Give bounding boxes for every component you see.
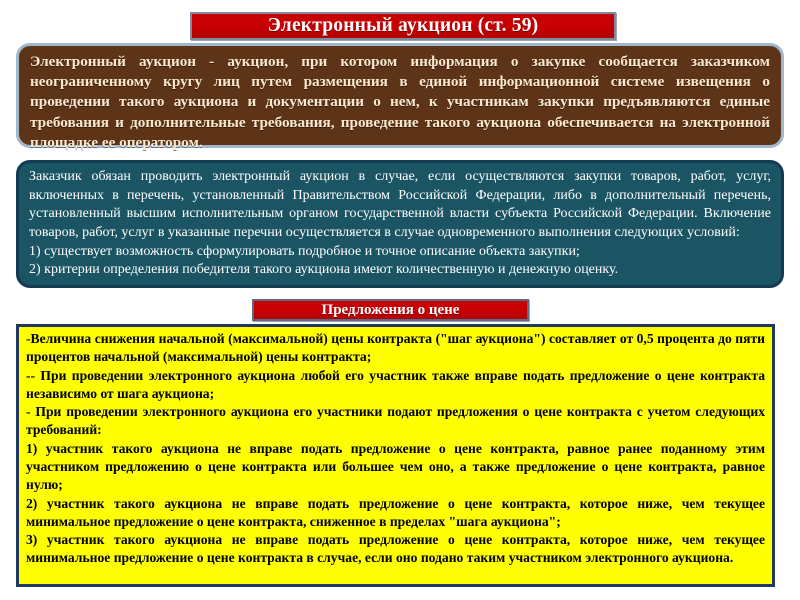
price-rule-6: 3) участник такого аукциона не вправе подать предложение о цене контракта, которое ниже, чем текущее минимальное предложение о цене контракта в случае, если оно подано таким участником электронного аукциона. [26,532,765,566]
page-title: Электронный аукцион (ст. 59) [267,15,539,37]
price-rule-3: - При проведении электронного аукциона его участники подают предложения о цене контракта с учетом следующих требований: [26,404,765,438]
obligations-condition-1: 1) существует возможность сформулировать подробное и точное описание объекта закупки; [29,243,580,259]
price-rule-4: 1) участник такого аукциона не вправе подать предложение о цене контракта, равное ранее поданному этим участником предложению о цене контракта или большее чем оно, а также предложение о цене контракта, равное нулю; [26,440,765,493]
definition-box [16,43,784,151]
definition-paragraph: Электронный аукцион - аукцион, при котором информация о закупке сообщается заказчиком неограниченному кругу лиц путем размещения в единой информационной системе извещения о проведении такого аукциона и документации о нем, к участникам закупки предъявляются единые требования и дополнительные требования, проведение такого аукциона обеспечивается на электронной площадке ее оператором. [30,53,770,151]
obligations-box [16,160,784,288]
price-offers-box [16,324,775,587]
obligations-condition-2: 2) критерии определения победителя такого аукциона имеют количественную и денежную оценку. [29,262,619,278]
price-rule-2: -- При проведении электронного аукциона любой его участник также вправе подать предложение о цене контракта независимо от шага аукциона; [26,367,765,401]
obligations-paragraph: Заказчик обязан проводить электронный аукцион в случае, если осуществляются закупки товаров, работ, услуг, включенных в перечень, установленный Правительством Российской Федерации, либо в дополнительный перечень, установленный высшим исполнительным органом государственной власти субъекта Российской Федерации. Включение товаров, работ, услуг в указанные перечни осуществляется в случае одновременного выполнения следующих условий: [29,169,771,241]
section-subtitle: Предложения о цене [321,301,460,318]
slide-title-banner [190,12,616,40]
price-offers-banner [252,299,529,321]
price-rule-1: -Величина снижения начальной (максимальной) цены контракта ("шаг аукциона") составляет от 0,5 процента до пяти процентов начальной (максимальной) цены контракта; [26,331,765,365]
price-rule-5: 2) участник такого аукциона не вправе подать предложение о цене контракта, которое ниже, чем текущее минимальное предложение о цене контракта, сниженное в пределах "шага аукциона"; [26,495,765,529]
